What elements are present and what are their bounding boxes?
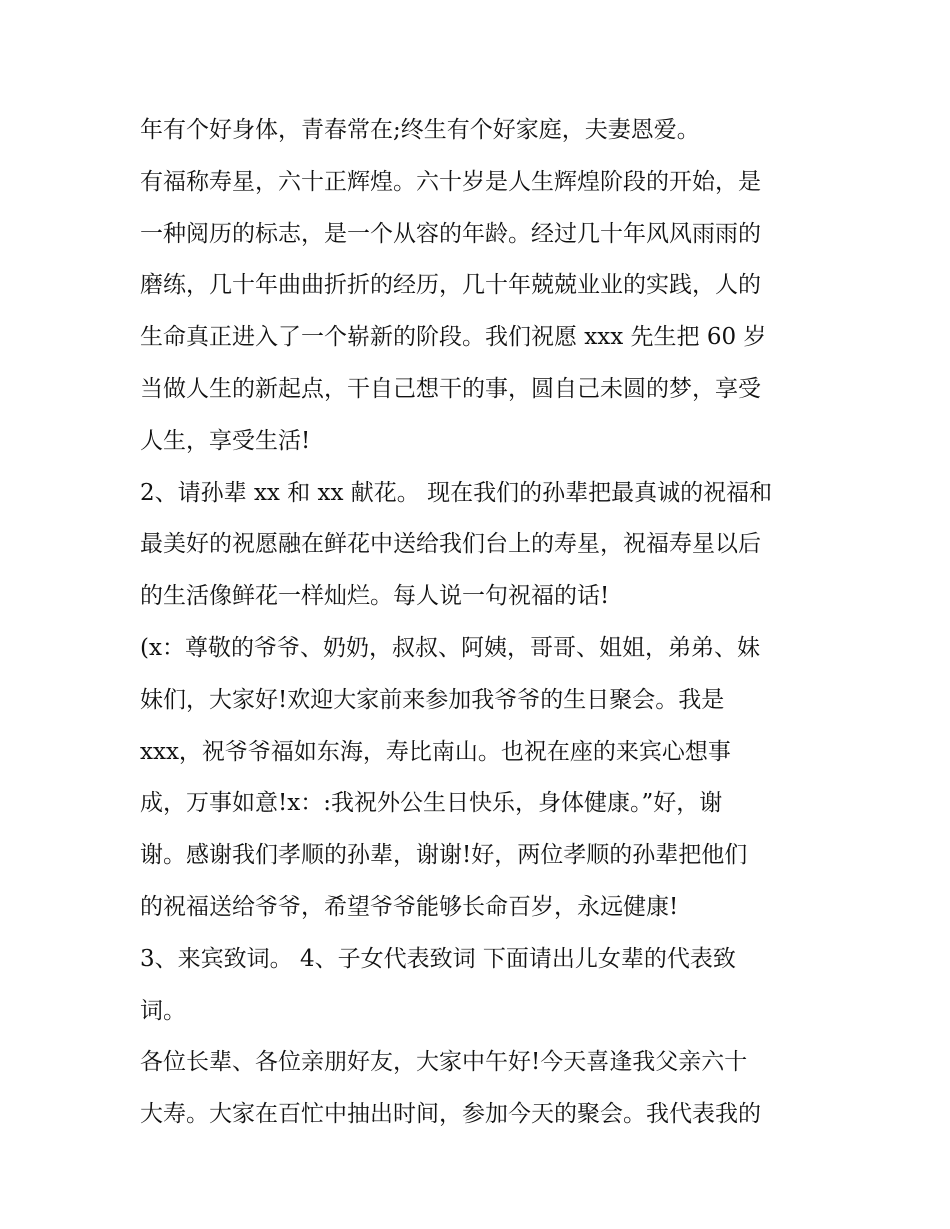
text-line: 年有个好身体，青春常在;终生有个好家庭，夫妻恩爱。 [140, 117, 700, 143]
text-line: 大寿。大家在百忙中抽出时间，参加今天的聚会。我代表我的 [140, 1101, 761, 1128]
text-line: 2、请孙辈 xx 和 xx 献花。 现在我们的孙辈把最真诚的祝福和 [140, 479, 773, 506]
text-line: 有福称寿星，六十正辉煌。六十岁是人生辉煌阶段的开始，是 [140, 168, 761, 195]
text-line: 最美好的祝愿融在鲜花中送给我们台上的寿星，祝福寿星以后 [140, 531, 761, 558]
text-line: 谢。感谢我们孝顺的孙辈，谢谢!好，两位孝顺的孙辈把他们 [140, 842, 748, 869]
text-line: 词。 [140, 997, 186, 1024]
text-line: 一种阅历的标志，是一个从容的年龄。经过几十年风风雨雨的 [140, 220, 761, 247]
document-body [140, 105, 830, 1141]
text-line: xxx，祝爷爷福如东海，寿比南山。也祝在座的来宾心想事 [140, 738, 731, 765]
text-line: 当做人生的新起点，干自己想干的事，圆自己未圆的梦，享受 [140, 375, 761, 402]
text-line: 妹们，大家好!欢迎大家前来参加我爷爷的生日聚会。我是 [140, 686, 725, 713]
text-line: 3、来宾致词。 4、子女代表致词 下面请出儿女辈的代表致 [140, 945, 736, 972]
text-line: 人生，享受生活! [140, 427, 311, 454]
text-line: 成，万事如意!x：:我祝外公生日快乐，身体健康。”好，谢 [140, 790, 723, 817]
text-line: 的生活像鲜花一样灿烂。每人说一句祝福的话! [140, 583, 610, 610]
text-line: 磨练，几十年曲曲折折的经历，几十年兢兢业业的实践，人的 [140, 272, 761, 299]
text-line: 生命真正进入了一个崭新的阶段。我们祝愿 xxx 先生把 60 岁 [140, 324, 767, 351]
text-line: 各位长辈、各位亲朋好友，大家中午好!今天喜逢我父亲六十 [140, 1049, 748, 1076]
text-line: 的祝福送给爷爷，希望爷爷能够长命百岁，永远健康! [140, 893, 679, 920]
text-line: (x：尊敬的爷爷、奶奶，叔叔、阿姨，哥哥、姐姐，弟弟、妹 [140, 634, 760, 661]
